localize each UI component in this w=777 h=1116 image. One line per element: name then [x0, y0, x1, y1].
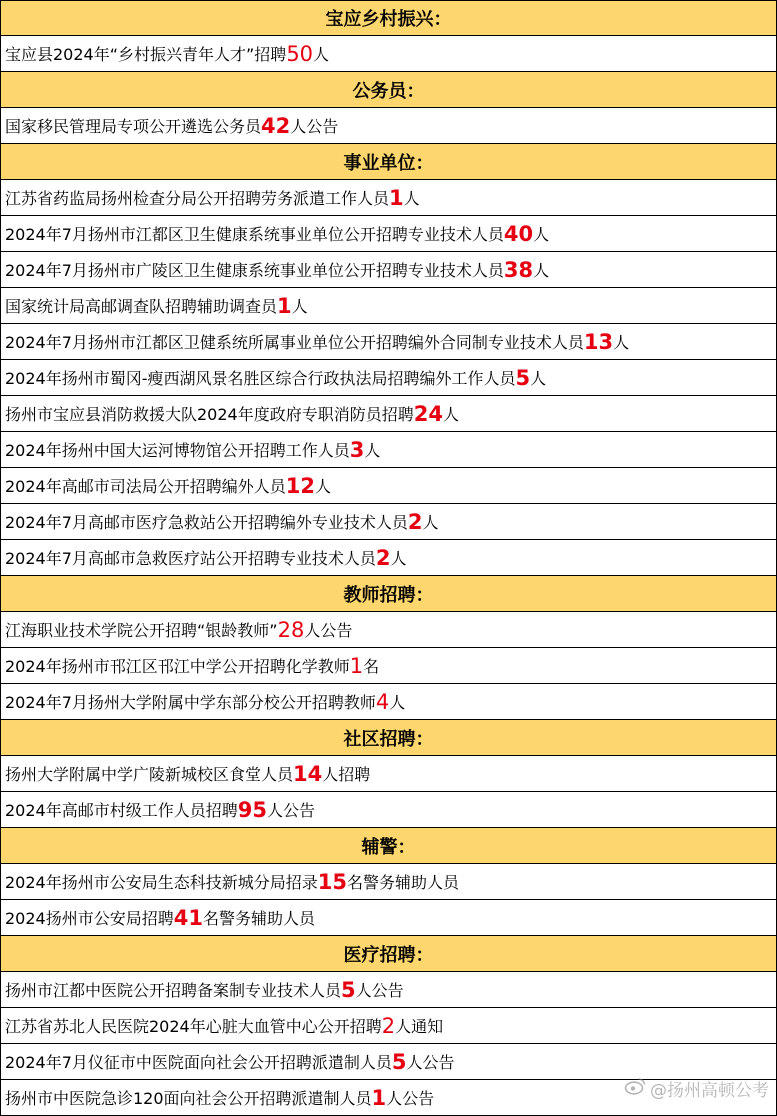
job-suffix: 人公告 [290, 117, 339, 136]
job-suffix: 人 [390, 549, 407, 568]
job-row[interactable] [0, 684, 777, 720]
job-suffix: 人公告 [406, 1053, 455, 1072]
job-count: 3 [349, 437, 365, 462]
job-title: 江苏省药监局扬州检查分局公开招聘劳务派遣工作人员 [5, 189, 390, 208]
job-title: 2024年扬州中国大运河博物馆公开招聘工作人员 [5, 441, 350, 460]
section-header: 辅警： [0, 828, 777, 864]
job-suffix: 人 [403, 189, 420, 208]
job-count: 2 [407, 509, 423, 534]
job-count: 28 [277, 617, 305, 642]
job-title: 扬州市宝应县消防救援大队2024年度政府专职消防员招聘 [5, 405, 414, 424]
job-title: 江苏省苏北人民医院2024年心脏大血管中心公开招聘 [5, 1017, 382, 1036]
job-count: 41 [173, 905, 203, 930]
job-title: 2024年7月高邮市医疗急救站公开招聘编外专业技术人员 [5, 513, 408, 532]
job-row[interactable] [0, 180, 777, 216]
job-row[interactable] [0, 648, 777, 684]
job-row[interactable] [0, 1008, 777, 1044]
job-row[interactable] [0, 432, 777, 468]
job-suffix: 人 [422, 513, 439, 532]
job-suffix: 人 [291, 297, 308, 316]
job-count: 24 [413, 401, 443, 426]
job-suffix: 人公告 [355, 981, 404, 1000]
job-suffix: 人 [314, 477, 331, 496]
job-row[interactable] [0, 36, 777, 72]
job-title: 扬州大学附属中学广陵新城校区食堂人员 [5, 765, 294, 784]
section-header: 医疗招聘： [0, 936, 777, 972]
job-count: 5 [515, 365, 531, 390]
job-title: 国家统计局高邮调查队招聘辅助调查员 [5, 297, 278, 316]
watermark [624, 1076, 769, 1101]
job-count: 1 [389, 185, 404, 210]
weibo-icon [624, 1077, 646, 1100]
job-count: 95 [237, 797, 267, 822]
job-suffix: 人公告 [266, 801, 315, 820]
job-count: 50 [286, 41, 314, 66]
job-count: 1 [349, 653, 364, 678]
job-title: 国家移民管理局专项公开遴选公务员 [5, 117, 262, 136]
job-count: 5 [341, 977, 356, 1002]
job-row[interactable] [0, 252, 777, 288]
section-header: 教师招聘： [0, 576, 777, 612]
job-row[interactable] [0, 792, 777, 828]
job-count: 2 [381, 1013, 396, 1038]
job-suffix: 人通知 [395, 1017, 444, 1036]
job-title: 2024年7月仪征市中医院面向社会公开招聘派遣制人员 [5, 1053, 392, 1072]
job-suffix: 人招聘 [322, 765, 371, 784]
job-count: 4 [375, 689, 390, 714]
job-count: 5 [391, 1049, 407, 1074]
job-count: 12 [285, 473, 315, 498]
section-header: 宝应乡村振兴： [0, 0, 777, 36]
job-suffix: 人 [533, 261, 550, 280]
job-suffix: 人 [442, 405, 459, 424]
job-title: 江海职业技术学院公开招聘“银龄教师” [5, 621, 278, 640]
job-suffix: 人 [530, 369, 547, 388]
job-row[interactable] [0, 900, 777, 936]
job-suffix: 人公告 [386, 1089, 435, 1108]
job-title: 2024扬州市公安局招聘 [5, 909, 174, 928]
job-title: 扬州市江都中医院公开招聘备案制专业技术人员 [5, 981, 342, 1000]
job-row[interactable] [0, 612, 777, 648]
job-title: 2024年扬州市公安局生态科技新城分局招录 [5, 873, 318, 892]
job-title: 宝应县2024年“乡村振兴青年人才”招聘 [5, 45, 287, 64]
section-header: 事业单位： [0, 144, 777, 180]
job-suffix: 人 [389, 693, 406, 712]
job-title: 2024年高邮市村级工作人员招聘 [5, 801, 238, 820]
job-suffix: 人 [364, 441, 381, 460]
job-row[interactable] [0, 504, 777, 540]
job-suffix: 人公告 [304, 621, 353, 640]
job-suffix: 人 [533, 225, 550, 244]
job-row[interactable] [0, 864, 777, 900]
section-header: 社区招聘： [0, 720, 777, 756]
job-row[interactable] [0, 756, 777, 792]
section-header: 公务员： [0, 72, 777, 108]
job-title: 2024年7月高邮市急救医疗站公开招聘专业技术人员 [5, 549, 376, 568]
job-suffix: 人 [613, 333, 630, 352]
job-title: 2024年7月扬州大学附属中学东部分校公开招聘教师 [5, 693, 376, 712]
job-row[interactable] [0, 972, 777, 1008]
job-row[interactable] [0, 288, 777, 324]
job-row[interactable] [0, 108, 777, 144]
job-row[interactable] [0, 540, 777, 576]
job-suffix: 名 [363, 657, 380, 676]
job-count: 40 [503, 221, 534, 246]
job-row[interactable] [0, 468, 777, 504]
job-count: 38 [503, 257, 534, 282]
job-title: 2024年7月扬州市江都区卫生健康系统事业单位公开招聘专业技术人员 [5, 225, 504, 244]
job-row[interactable] [0, 1044, 777, 1080]
job-title: 扬州市中医院急诊120面向社会公开招聘派遣制人员 [5, 1089, 372, 1108]
job-count: 15 [317, 869, 347, 894]
job-title: 2024年7月扬州市江都区卫健系统所属事业单位公开招聘编外合同制专业技术人员 [5, 333, 584, 352]
job-title: 2024年高邮市司法局公开招聘编外人员 [5, 477, 286, 496]
job-suffix: 名警务辅助人员 [202, 909, 315, 928]
watermark-text: @扬州高顿公考 [650, 1081, 769, 1101]
job-title: 2024年7月扬州市广陵区卫生健康系统事业单位公开招聘专业技术人员 [5, 261, 504, 280]
job-row[interactable] [0, 360, 777, 396]
job-row[interactable] [0, 216, 777, 252]
job-row[interactable] [0, 324, 777, 360]
job-count: 13 [583, 329, 614, 354]
job-count: 1 [277, 293, 292, 318]
job-count: 42 [261, 113, 291, 138]
job-count: 2 [375, 545, 391, 570]
job-suffix: 名警务辅助人员 [346, 873, 459, 892]
job-title: 2024年扬州市邗江区邗江中学公开招聘化学教师 [5, 657, 350, 676]
job-count: 1 [371, 1085, 387, 1110]
job-suffix: 人 [313, 45, 330, 64]
job-title: 2024年扬州市蜀冈-瘦西湖风景名胜区综合行政执法局招聘编外工作人员 [5, 369, 516, 388]
job-row[interactable] [0, 396, 777, 432]
job-count: 14 [293, 761, 323, 786]
